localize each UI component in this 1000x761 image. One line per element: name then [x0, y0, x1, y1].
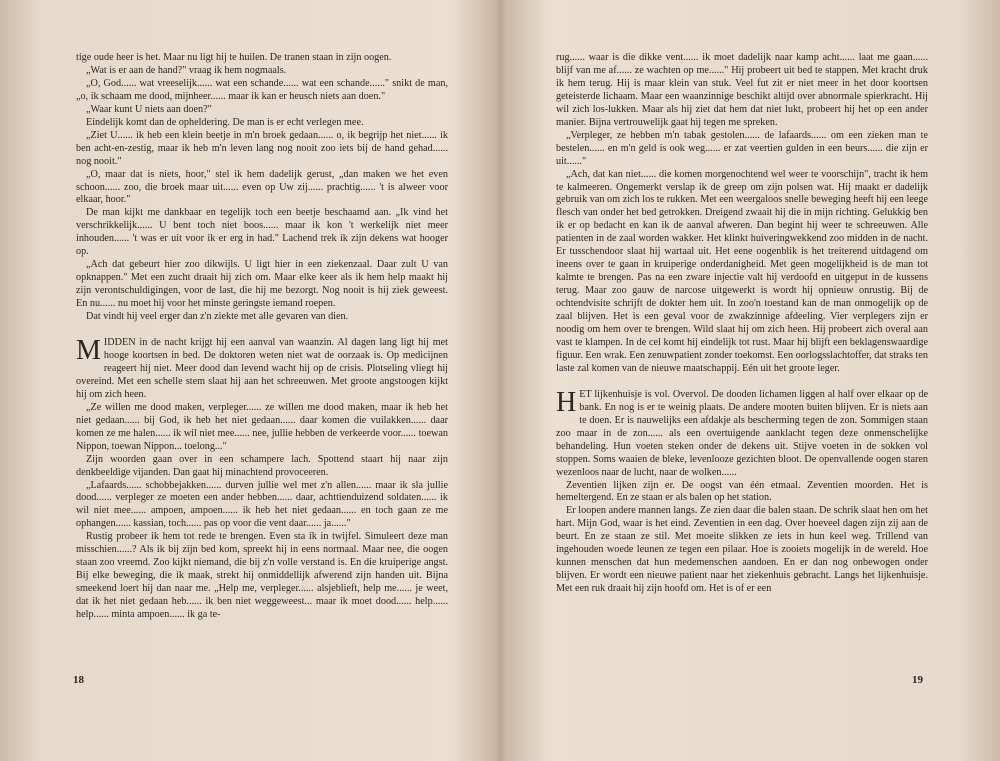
paragraph: „Ach dat gebeurt hier zoo dikwijls. U ligt hier in een ziekenzaal. Daar zult U van opknappen." Met een zucht draait hij zich om. Maar elke keer als ik hem help maakt hij zijn verontschuldigingen, voor de last, die hij me bezorgt. Nog nooit is hij ziek geweest. En nu...... nu moet hij voor het minste geringste iemand roepen. [76, 259, 448, 310]
paragraph: „Ziet U...... ik heb een klein beetje in m'n broek gedaan...... o, ik begrijp het niet...... ik ben acht-en-zestig, maar ik heb m'n leven lang nog nooit zoo iets bij de hand gehad...... nog nooit." [76, 129, 448, 167]
paragraph: rug...... waar is die dikke vent...... ik moet dadelijk naar kamp acht...... laat me gaan...... blijf van me af...... ze wachten op me......" Hij probeert uit bed te stappen. Met kracht druk ik hem terug. Hij is maar klein van stuk. Veel fut zit er niet meer in het door koortsen geteisterde lichaam. Maar een waanzinnige beschikt altijd over abnormale spierkracht. Hij wil zich los-lukken. Maar als hij ziet dat hem dat niet lukt, probeert hij het op een ander manier. Bijna vertrouwelijk gaat hij tegen me spreken. [556, 52, 928, 128]
paragraph: „O, maar dat is niets, hoor," stel ik hem dadelijk gerust, „dan maken we het even schoon...... zoo, die broek maar uit...... even op Uw zij...... prachtig...... 't is alweer voor elkaar, hoor." [76, 168, 448, 206]
right-page [556, 52, 928, 596]
paragraph: „Ze willen me dood maken, verpleger...... ze willen me dood maken, maar ik heb het niet gedaan...... bij God, ik heb het niet gedaan...... daar komen die vuilakken...... daar komen ze me halen...... ik wil niet mee...... nee, jullie hebben de verkeerde voor...... toewan Nippon, toewan Nippon... toelong..." [76, 401, 448, 452]
paragraph: „O, God...... wat vreeselijk...... wat een schande...... wat een schande......" snikt de man, „o, ik schaam me dood, mijnheer...... maar ik kan er heusch niets aan doen." [76, 77, 448, 102]
section-opening-paragraph [76, 337, 448, 402]
paragraph: „Lafaards...... schobbejakken...... durven jullie wel met z'n allen...... maar ik sla jullie dood...... verpleger ze moeten een ander hebben...... daar, achttienduizend soldaten...... ik wil niet mee...... ampoen, ampoen...... ik heb het niet gedaan...... en toch gaan ze me ophangen...... kassian, toch...... pas op voor die vent daar...... ja......" [76, 479, 448, 530]
paragraph: „Verpleger, ze hebben m'n tabak gestolen...... de lafaards...... om een zieken man te bestelen...... en m'n geld is ook weg...... er zat veertien gulden in een beurs...... die zijn er uit......" [556, 129, 928, 167]
paragraph: De man kijkt me dankbaar en tegelijk toch een beetje beschaamd aan. „Ik vind het verschrikkelijk...... U bent toch niet boos...... maar ik kon 't werkelijk niet meer inhouden...... 't was er uit voor ik er erg in had." Lachend trek ik zijn dekens wat hooger op. [76, 207, 448, 258]
drop-cap: H [556, 386, 577, 418]
paragraph: Zeventien lijken zijn er. De oogst van één etmaal. Zeventien moorden. Het is hemeltergend. En ze staan er als balen op het station. [556, 479, 928, 504]
paragraph: „Wat is er aan de hand?" vraag ik hem nogmaals. [86, 64, 287, 76]
paragraph: Rustig probeer ik hem tot rede te brengen. Even sta ik in twijfel. Simuleert deze man misschien......? Als ik bij zijn bed kom, spreekt hij in eens normaal. Maar nee, die oogen staan zoo vreemd. Zoo kijkt niemand, die bij z'n volle verstand is. En die kruiperige angst. Bij elke beweging, die ik maak, strekt hij onmiddellijk afwerend zijn handen uit. Bijna smeekend loert hij dan naar me. „Help me, verpleger...... alsjeblieft, help me...... je weet, dat ik het niet gedaan heb...... ik ben niet weggeweest... maar ik moet dood...... help...... help...... minta ampoen...... ik ga te- [76, 531, 448, 621]
section-opening-text: ET lijkenhuisje is vol. Overvol. De dooden lichamen liggen al half over elkaar op de bank. En nog is er te weinig plaats. De andere mooten buiten blijven. Er is niets aan te doen. Er is nauwelijks een afdakje als bescherming tegen de zon. Sommigen staan zoo maar in de zon...... als een overtuigende aanklacht tegen deze onmenschelijke behandeling. Hun voeten steken onder de dekens uit. Stijve voeten in de sokken vol stoppen. Soms waaien de bleke, levenlooze gezichten bloot. De openvallende oogen staren wezenloos naar de lucht, naar de wolken...... [556, 388, 928, 478]
paragraph: „Ach, dat kan niet...... die komen morgenochtend wel weer te voorschijn", tracht ik hem te kalmeeren. Ongemerkt verslap ik de greep om zijn polsen wat. Hij maakt er dadelijk gebruik van om zich los te rukken. Met een weergaloos snelle beweging heeft hij een leege flesch van onder het bed getrokken. Dreigend zwaait hij die in mijn richting. Gelukkig ben ik er op bedacht en kan ik de aanval afweren. Dan begint hij weer te schreeuwen. Alle patienten in de zaal worden wakker. Het klinkt huiveringwekkend zoo midden in de nacht. Er tusschendoor slaat hij wartaal uit. Het eene oogenblik is het treiterend uitdagend om ineens over te gaan in kruiperige onderdanigheid. Met geen mogelijkheid is de man tot kalmte te brengen. Pas na een zware injectie valt hij verdoofd en uitgeput in de kussens terug. Maar zoo gauw de narcose uitgewerkt is wordt hij opnieuw onrustig. Bij de ochtendvisite schrijft de dokter hem uit. In zoo'n toestand kan de man onmogelijk op de zaal blijven. Het is een geval voor de zwakzinnige afdeeling. Vier verplegers zijn er noodig om hem over te brengen. Wild slaat hij om zich heen. Hij probeert zich overal aan vast te klampen. In de cel komt hij eindelijk tot rust. Maar hij blijft een beklagenswaardige figuur. Een wrak. Een zenuwpatient zonder toekomst. Een oorlogsslachtoffer, dat straks ten laste zal komen van de nieuwe maatschappij. Eén uit het groote leger. [556, 168, 928, 374]
page-number: 18 [73, 674, 84, 686]
page-number: 19 [912, 674, 923, 686]
left-page [76, 52, 448, 622]
paragraph: „Waar kunt U niets aan doen?" [86, 103, 212, 115]
drop-cap: M [76, 335, 101, 367]
paragraph: Eindelijk komt dan de opheldering. De man is er echt verlegen mee. [86, 116, 364, 128]
paragraph: tige oude heer is het. Maar nu ligt hij te huilen. De tranen staan in zijn oogen. [76, 52, 392, 63]
paragraph: Dat vindt hij veel erger dan z'n ziekte met alle gevaren van dien. [86, 311, 349, 323]
section-opening-text: IDDEN in de nacht krijgt hij een aanval van waanzin. Al dagen lang ligt hij met hooge koortsen in bed. De doktoren weten niet wat de oorzaak is. Op medicijnen reageert hij niet. Meer dood dan levend wacht hij op de crisis. Plotseling vliegt hij overeind. Met een schelle stem slaat hij aan het schreeuwen. Met groote angstoogen kijkt hij om zich heen. [76, 337, 448, 400]
paragraph: Zijn woorden gaan over in een schampere lach. Spottend staart hij naar zijn denkbeeldige vijanden. Dan gaat hij minachtend provoceeren. [76, 453, 448, 478]
section-opening-paragraph [556, 386, 928, 480]
paragraph: Er loopen andere mannen langs. Ze zien daar die balen staan. De schrik slaat hen om het hart. Mijn God, waar is het eind. Zeventien in een dag. Over hoeveel dagen zijn zij aan de beurt. En ze staan ze stil. Met moeite slikken ze iets in hun keel weg. Trillend van ingehouden woede leunen ze tegen een pilaar. Hoe is zooiets mogelijk in de wereld. Hoe kunnen menschen dat hun medemenschen aandoen. En er dan nog onbewogen onder blijven. Er wordt een nieuwe patient naar het ziekenhuis gebracht. Langs het lijkenhuisje. Met een ruk draait hij zijn hoofd om. Het is of er een [556, 505, 928, 595]
